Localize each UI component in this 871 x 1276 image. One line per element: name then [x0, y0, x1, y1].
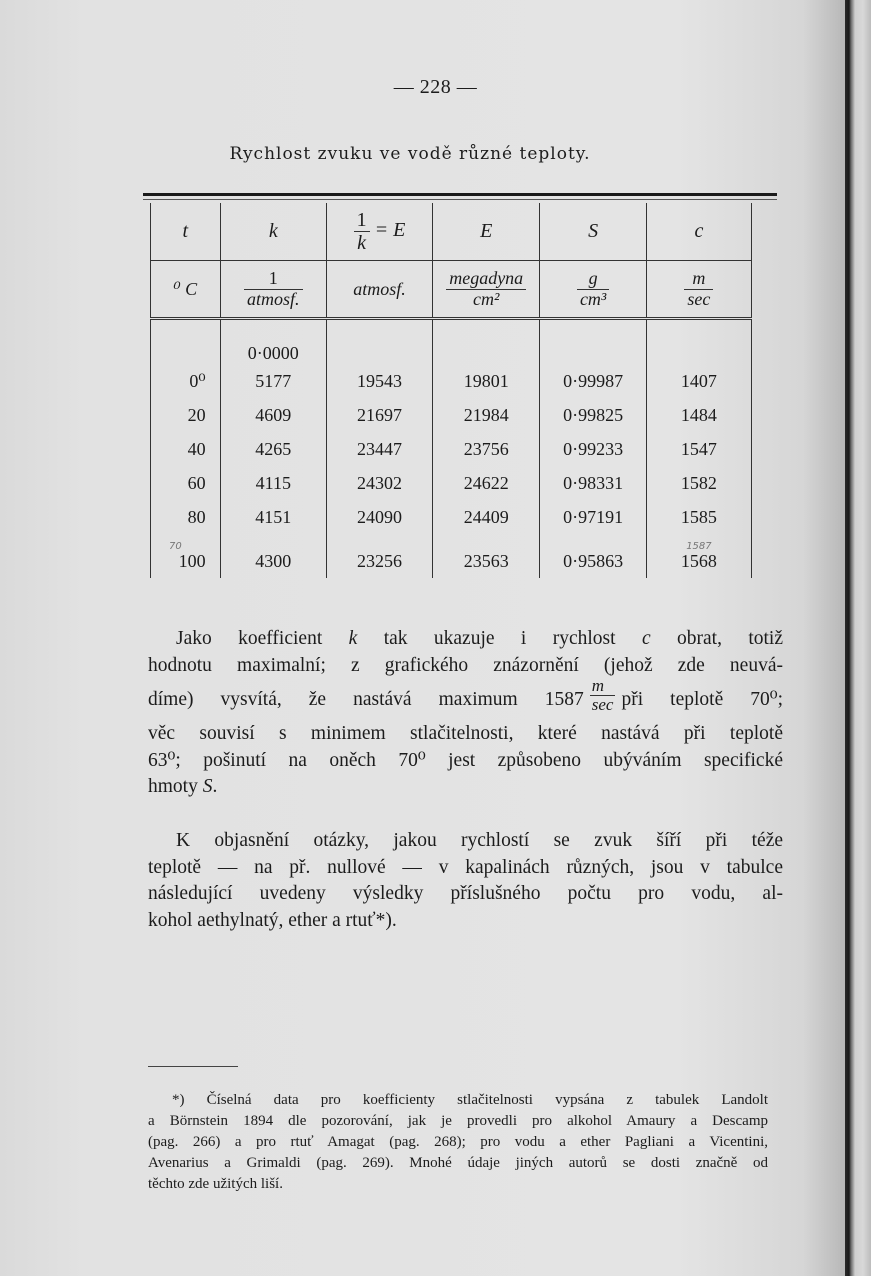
table-header-units: [151, 261, 752, 319]
table-row: 60 4115 24302 24622 0·98331 1582: [151, 466, 752, 500]
table-row: 80 4151 24090 24409 0·97191 1585: [151, 500, 752, 534]
handwritten-annotation-70: 70: [169, 541, 182, 552]
table-row: 20 4609 21697 21984 0·99825 1484: [151, 398, 752, 432]
table-header-symbols: [151, 203, 752, 261]
k-prefix: 0·0000: [220, 319, 326, 365]
unit-c: $\frac{m}{\sec}$: [646, 261, 751, 319]
book-spine-edge: [845, 0, 871, 1276]
table-top-rule: [143, 193, 777, 196]
table-title: Rychlost zvuku ve vodě různé teploty.: [229, 144, 591, 164]
header-k: k: [220, 203, 326, 261]
unit-k: $\frac{1}{\text{atmosf.}}$: [220, 261, 326, 319]
inverse-k-fraction: $\frac{1}{k}$: [354, 209, 370, 254]
paragraph-2: K objasnění otázky, jakou rychlostí se zvuk šíří při téže teplotě — na př. nullové — v kapalinách různých, jsou v tabulce následující uvedeny výsledky příslušného počtu pro vodu, al- kohol aethylnatý, ether a rtuť*).: [148, 830, 783, 931]
table-row: 40 4265 23447 23756 0·99233 1547: [151, 432, 752, 466]
header-E: E: [432, 203, 539, 261]
table-top-rule-thin: [143, 199, 777, 200]
unit-t: ⁰ C: [151, 261, 221, 319]
paragraph-1: Jako koefficient k tak ukazuje i rychlost c obrat, totiž hodnotu maximalní; z grafického znázornění (jehož zde neuvá- díme) vysvítá, že nastává maximum 1587 $\frac{m}{\sec}$ při teplotě 70⁰; věc souvisí s minimem stlačitelnosti, které nastává při teplotě 63⁰; pošinutí na oněch 70⁰ jest způsobeno ubýváním specifické hmoty S.: [148, 628, 784, 797]
table-row: 70 100 4300 23256 23563 0·95863 1587 1568: [151, 534, 752, 578]
header-c: c: [646, 203, 751, 261]
unit-E: $\frac{\text{megadyna}}{\text{cm²}}$: [432, 261, 539, 319]
header-S: S: [540, 203, 646, 261]
header-t: t: [151, 203, 221, 261]
page-number: — 228 —: [393, 76, 478, 98]
footnote-separator: [148, 1066, 238, 1067]
m-per-sec-fraction: $\frac{m}{\sec}$: [591, 676, 614, 715]
footnote: *) Číselná data pro koefficienty stlačitelnosti vypsána z tabulek Landolt a Börnstein 1894 dle pozorování, jak je provedli pro alkohol Amaury a Descamp (pag. 266) a pro rtuť Amagat (pag. 268); pro vodu a ether Pagliani a Vicentini, Avenarius a Grimaldi (pag. 269). Mnohé údaje jiných autorů se dosti značně od těchto zde užitých liší.: [148, 1092, 768, 1192]
unit-S: $\frac{g}{\text{cm³}}$: [540, 261, 646, 319]
header-inverse-k: $\frac{1}{k}$ = E: [326, 203, 432, 261]
handwritten-annotation-1587: 1587: [686, 541, 712, 552]
sound-speed-table: [150, 203, 752, 578]
table-row: 0⁰ 5177 19543 19801 0·99987 1407: [151, 364, 752, 398]
unit-inverse-k: atmosf.: [326, 261, 432, 319]
k-prefix-row: [151, 319, 752, 365]
